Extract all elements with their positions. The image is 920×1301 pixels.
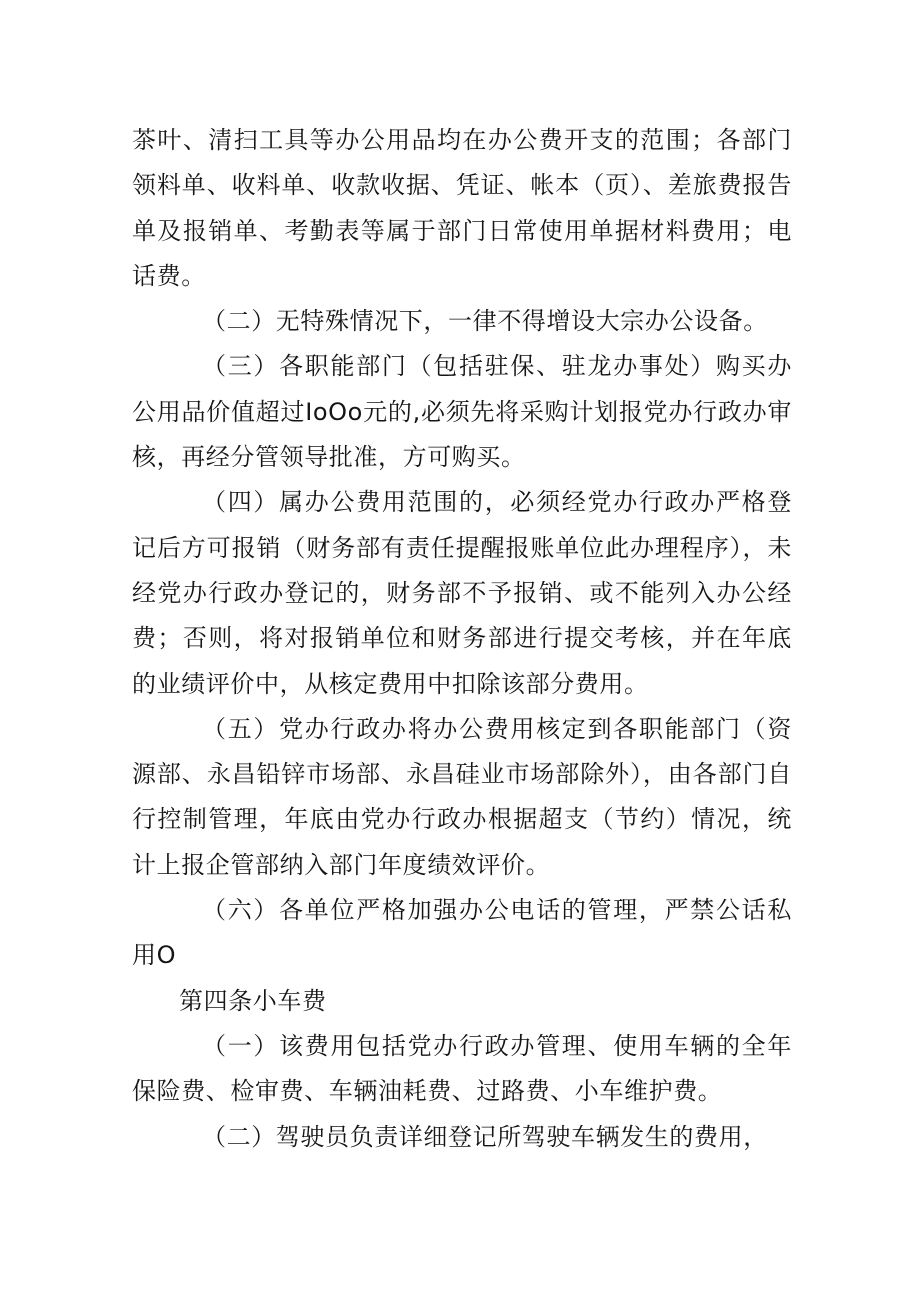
document-body — [132, 118, 792, 1160]
paragraph-item-4-reimbursement: （四）属办公费用范围的，必须经党办行政办严格登记后方可报销（财务部有责任提醒报账单位此办理程序），未经党办行政办登记的，财务部不予报销、或不能列入办公经费；否则，将对报销单位和财务部进行提交考核，并在年底的业绩评价中，从核定费用中扣除该部分费用。 — [132, 488, 792, 698]
paragraph-item-3-purchase-approval: （三）各职能部门（包括驻保、驻龙办事处）购买办公用品价值超过IoOo元的,必须先将采购计划报党办行政办审核，再经分管领导批准，方可购买。 — [132, 352, 792, 472]
paragraph-vehicle-item-2: （二）驾驶员负责详细登记所驾驶车辆发生的费用， — [202, 1122, 768, 1151]
paragraph-item-5-cost-allocation: （五）党办行政办将办公费用核定到各职能部门（资源部、永昌铅锌市场部、永昌硅业市场部除外），由各部门自行控制管理，年底由党办行政办根据超支（节约）情况，统计上报企管部纳入部门年度绩效评价。 — [132, 714, 792, 879]
paragraph-office-supplies-scope: 茶叶、清扫工具等办公用品均在办公费开支的范围；各部门领料单、收料单、收款收据、凭证、帐本（页）、差旅费报告单及报销单、考勤表等属于部门日常使用单据材料费用；电话费。 — [132, 126, 792, 290]
section-heading-article-4: 第四条小车费 — [179, 986, 327, 1015]
paragraph-item-2-no-equipment: （二）无特殊情况下，一律不得增设大宗办公设备。 — [202, 307, 768, 336]
paragraph-item-6-phone-management: （六）各单位严格加强办公电话的管理，严禁公话私用O — [132, 896, 792, 970]
paragraph-vehicle-item-1: （一）该费用包括党办行政办管理、使用车辆的全年保险费、检审费、车辆油耗费、过路费、小车维护费。 — [132, 1031, 792, 1106]
